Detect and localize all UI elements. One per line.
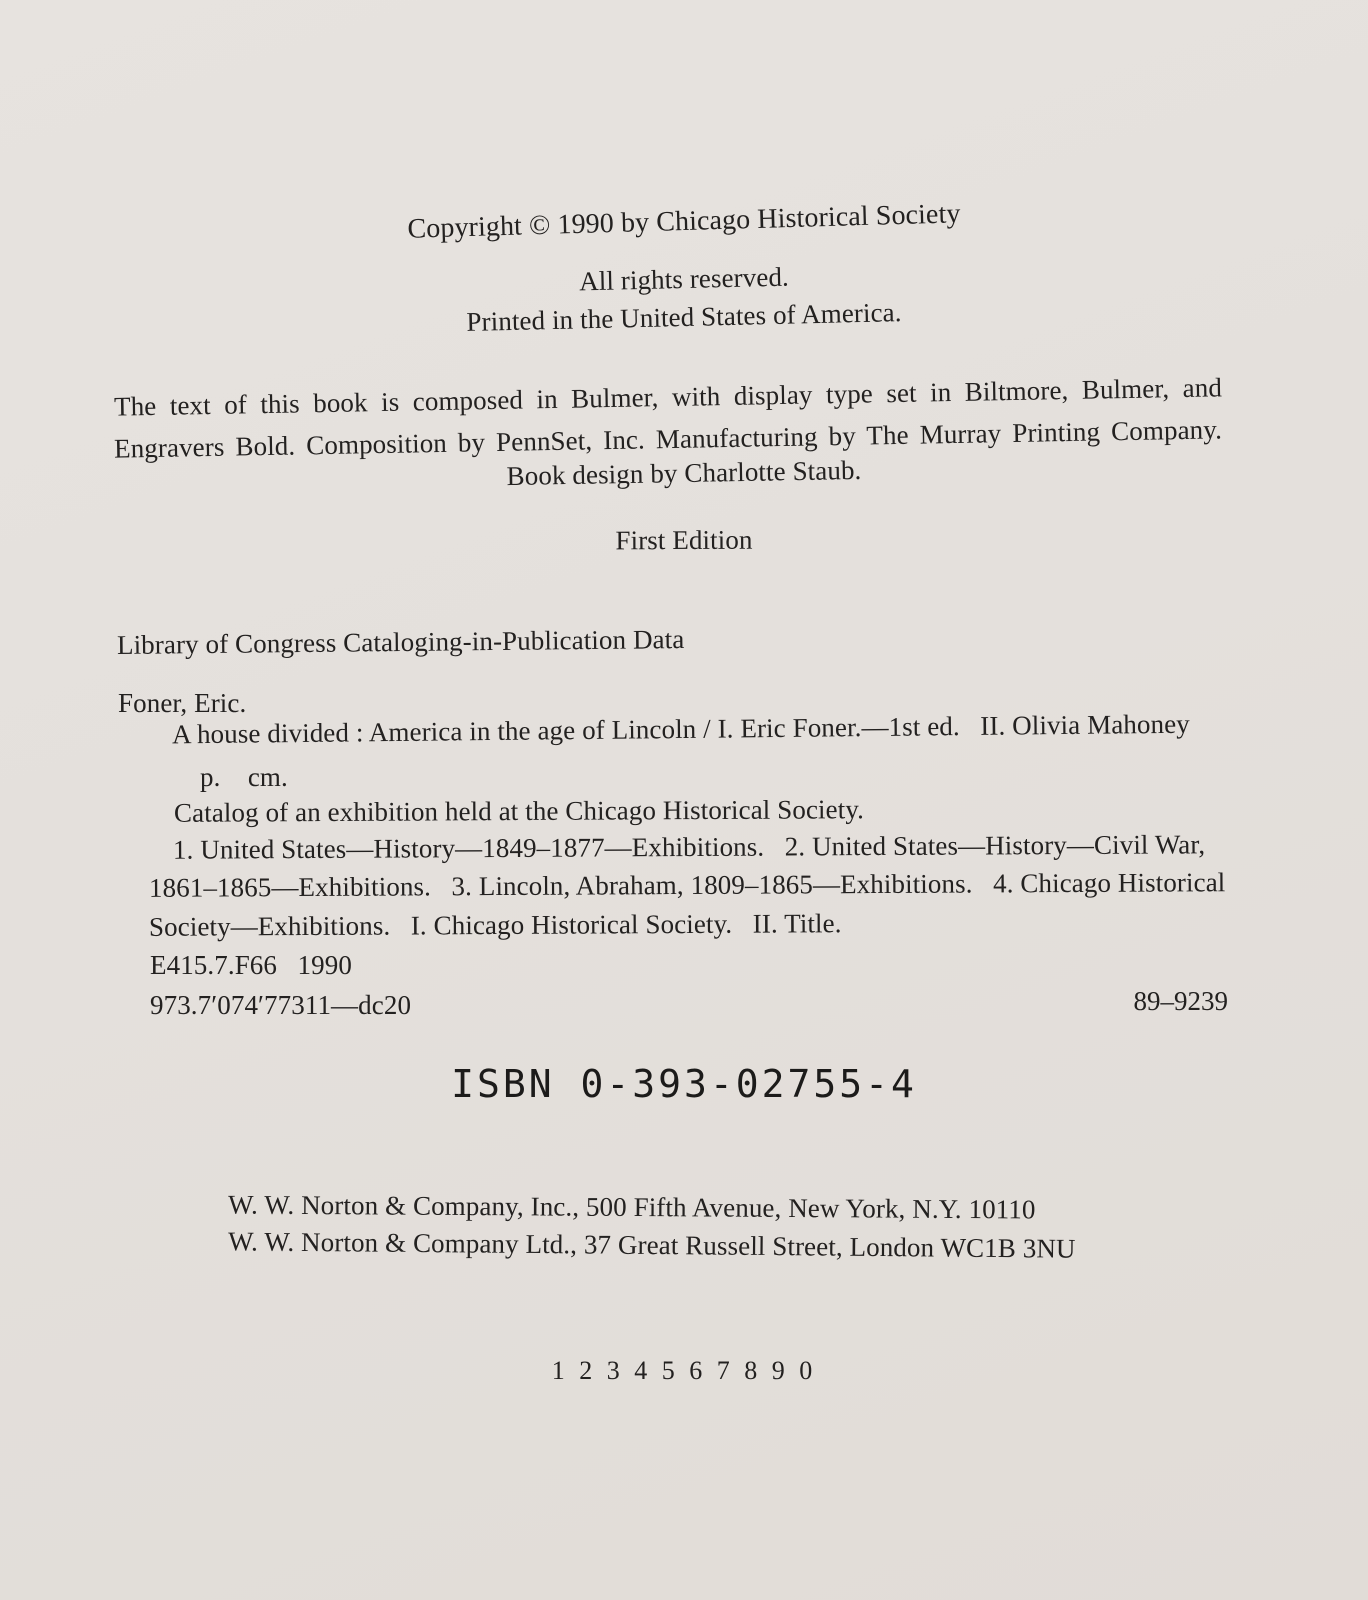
edition: First Edition [615, 524, 753, 556]
cip-dewey: 973.7′074′77311—dc20 [150, 990, 412, 1020]
publisher-us: W. W. Norton & Company, Inc., 500 Fifth Avenue, New York, N.Y. 10110 [227, 1189, 1036, 1225]
cip-title: A house divided : America in the age of Lincoln / I. Eric Foner.—1st ed. II. Olivia Mahoney [171, 708, 1190, 750]
cip-note: Catalog of an exhibition held at the Chicago Historical Society. [173, 794, 865, 828]
cip-subjects-3: Society—Exhibitions. I. Chicago Historical Society. II. Title. [148, 908, 842, 942]
isbn: ISBN 0-393-02755-4 [451, 1062, 917, 1106]
cip-lc-class: E415.7.F66 1990 [150, 950, 352, 980]
cip-lccn: 89–9239 [1133, 986, 1228, 1016]
cip-subjects-2: 1861–1865—Exhibitions. 3. Lincoln, Abraham, 1809–1865—Exhibitions. 4. Chicago Historical [148, 867, 1226, 903]
copyright-line: Copyright © 1990 by Chicago Historical Society [407, 198, 961, 245]
cip-collation: p. cm. [200, 762, 288, 792]
rights-reserved: All rights reserved. [578, 261, 790, 297]
cip-heading: Library of Congress Cataloging-in-Publication Data [116, 624, 685, 660]
printing-number-line: 1 2 3 4 5 6 7 8 9 0 [551, 1356, 817, 1385]
cip-subjects-1: 1. United States—History—1849–1877—Exhibitions. 2. United States—History—Civil War, [172, 829, 1206, 865]
cip-author: Foner, Eric. [118, 688, 247, 718]
colophon-line-3: Book design by Charlotte Staub. [506, 454, 862, 492]
colophon-line-2: Engravers Bold. Composition by PennSet, Inc. Manufacturing by The Murray Printing Company. [113, 414, 1223, 464]
publisher-uk: W. W. Norton & Company Ltd., 37 Great Russell Street, London WC1B 3NU [227, 1226, 1076, 1264]
colophon-line-1: The text of this book is composed in Bulmer, with display type set in Biltmore, Bulmer, and [113, 372, 1223, 422]
printed-in: Printed in the United States of America. [466, 297, 902, 337]
